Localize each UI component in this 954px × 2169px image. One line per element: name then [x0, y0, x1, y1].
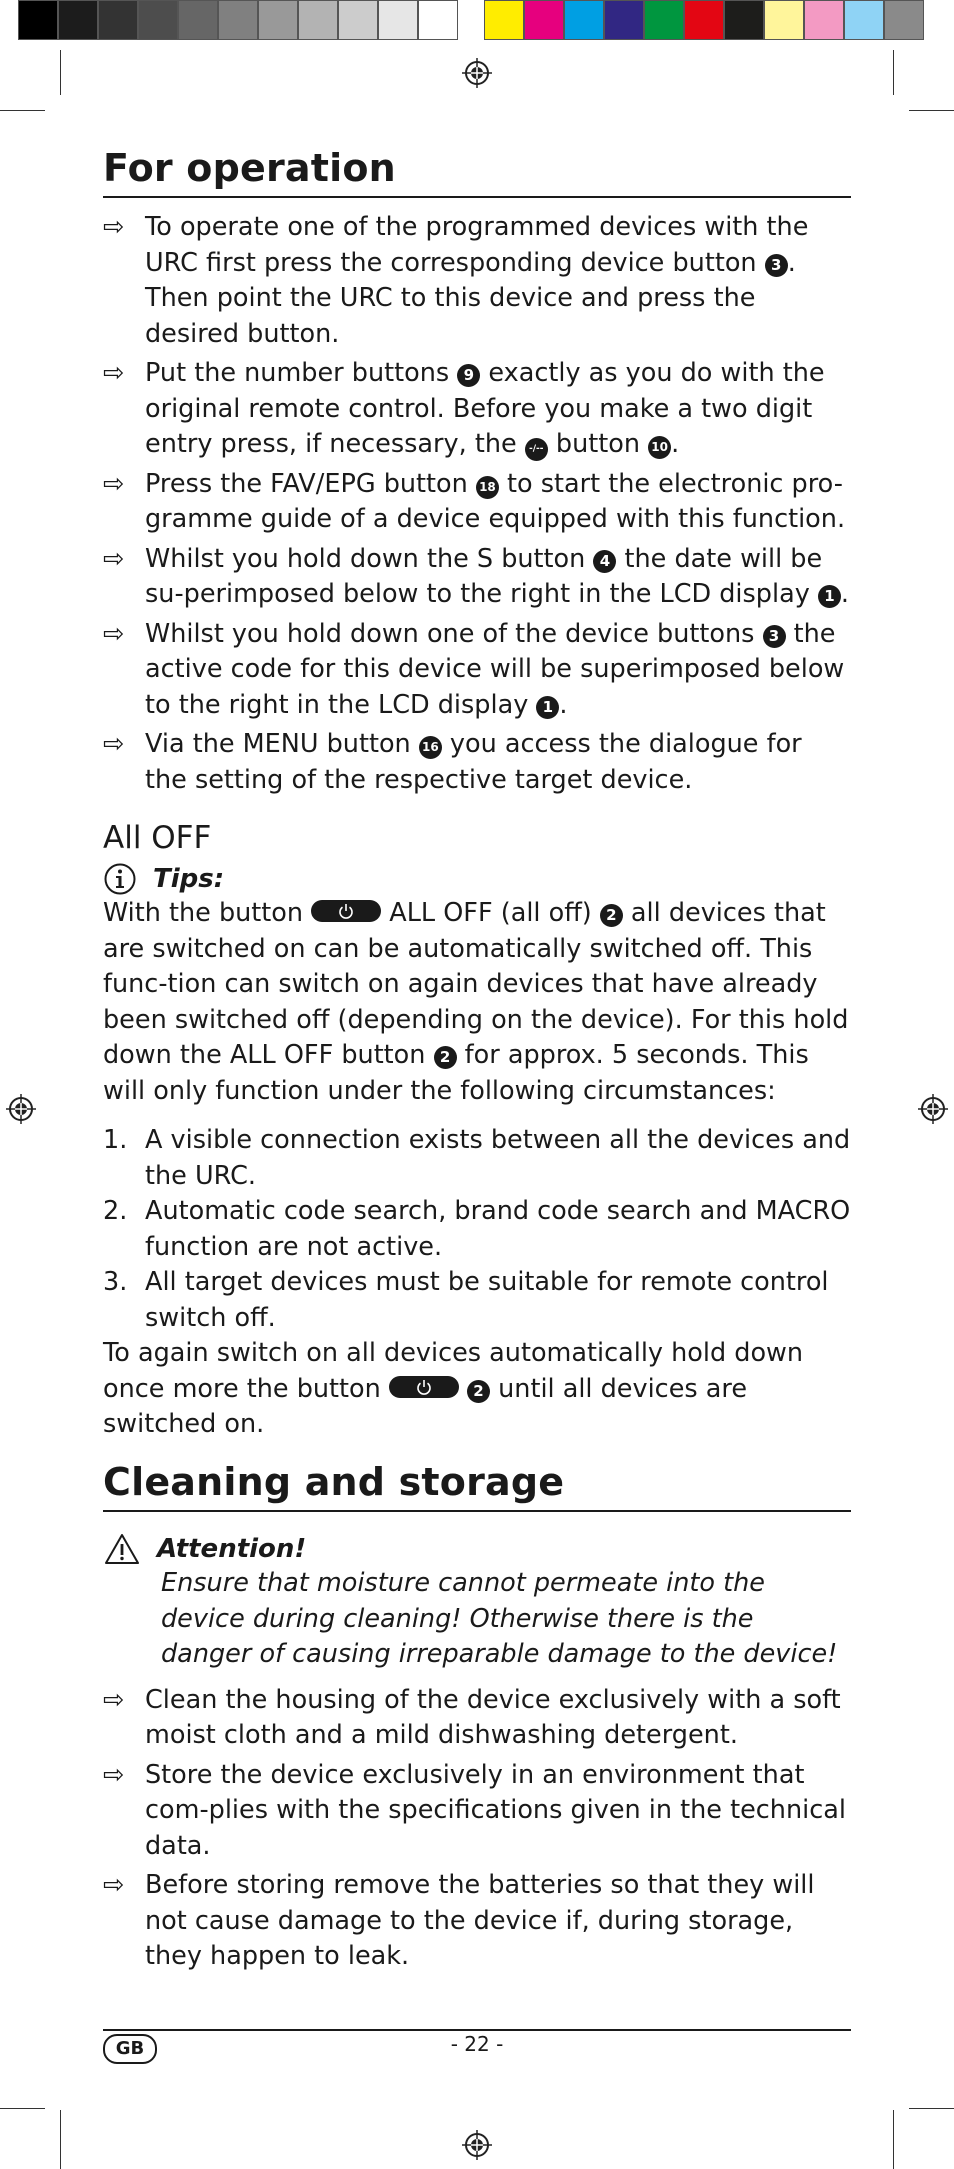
- color-swatch: [218, 0, 258, 40]
- page-number: - 22 -: [450, 2032, 504, 2056]
- button-number-badge: 9: [457, 364, 480, 387]
- trim-mark: [60, 50, 61, 95]
- info-icon: [103, 862, 137, 896]
- section-cleaning-storage: [103, 1460, 851, 1979]
- country-badge: GB: [103, 2034, 157, 2064]
- registration-mark-icon: [916, 1092, 950, 1126]
- power-button-icon: [389, 1376, 459, 1398]
- trim-mark: [0, 110, 45, 111]
- arrow-right-icon: ⇨: [103, 1759, 125, 1790]
- color-calibration-strip-right: [484, 0, 924, 44]
- registration-mark-icon: [460, 2128, 494, 2162]
- button-number-badge: 1: [818, 585, 841, 608]
- conditions-list: [103, 1123, 851, 1336]
- list-item: ⇨ Before storing remove the batteries so that they will not cause damage to the device if, during storage, they happen to leak.: [103, 1870, 815, 1971]
- color-swatch: [884, 0, 924, 40]
- operation-list: [103, 210, 851, 798]
- color-swatch: [604, 0, 644, 40]
- trim-mark: [893, 2110, 894, 2169]
- arrow-right-icon: ⇨: [103, 729, 125, 759]
- list-item: 3. All target devices must be suitable for remote control switch off.: [103, 1267, 829, 1333]
- list-item: ⇨ Via the MENU button 16 you access the dialogue for the setting of the respective target device.: [103, 729, 802, 795]
- color-swatch: [58, 0, 98, 40]
- attention-label: Attention!: [157, 1534, 307, 1564]
- digit-toggle-icon: -/--: [525, 438, 548, 461]
- color-swatch: [338, 0, 378, 40]
- button-number-badge: 18: [476, 476, 499, 499]
- section-heading: Cleaning and storage: [103, 1460, 851, 1512]
- color-swatch: [258, 0, 298, 40]
- arrow-right-icon: ⇨: [103, 1684, 125, 1715]
- color-swatch: [178, 0, 218, 40]
- color-swatch: [18, 0, 58, 40]
- color-swatch: [378, 0, 418, 40]
- section-for-operation: [103, 146, 851, 1443]
- alloff-paragraph-2: To again switch on all devices automatically hold down once more the button 2 until all devices are switched on.: [103, 1338, 804, 1439]
- trim-mark: [0, 2108, 45, 2109]
- button-number-badge: 2: [600, 904, 623, 927]
- list-item: ⇨ Press the FAV/EPG button 18 to start the electronic pro-gramme guide of a device equipped with this function.: [103, 468, 846, 534]
- button-number-badge: 3: [763, 625, 786, 648]
- tips-header: [103, 862, 851, 896]
- button-number-badge: 10: [648, 436, 671, 459]
- registration-mark-icon: [4, 1092, 38, 1126]
- arrow-right-icon: ⇨: [103, 1870, 125, 1900]
- color-swatch: [484, 0, 524, 40]
- list-item: ⇨ Clean the housing of the device exclusively with a soft moist cloth and a mild dishwashing detergent.: [103, 1684, 841, 1750]
- arrow-right-icon: ⇨: [103, 212, 125, 242]
- color-swatch: [564, 0, 604, 40]
- color-swatch: [804, 0, 844, 40]
- color-swatch: [298, 0, 338, 40]
- button-number-badge: 2: [467, 1380, 490, 1403]
- trim-mark: [909, 110, 954, 111]
- color-calibration-strip-left: [18, 0, 458, 44]
- trim-mark: [893, 50, 894, 95]
- list-item: ⇨ Put the number buttons 9 exactly as you do with the original remote control. Before you make a two digit entry press, if necessary, the -/-- button 10 .: [103, 358, 825, 459]
- color-swatch: [524, 0, 564, 40]
- button-number-badge: 1: [536, 696, 559, 719]
- color-swatch: [764, 0, 804, 40]
- arrow-right-icon: ⇨: [103, 543, 125, 574]
- list-item: ⇨ Whilst you hold down one of the device buttons 3 the active code for this device will be superimposed below to the right in the LCD display 1 .: [103, 618, 845, 720]
- color-swatch: [724, 0, 764, 40]
- cleaning-list: [103, 1683, 851, 1975]
- button-number-badge: 2: [434, 1046, 457, 1069]
- button-number-badge: 4: [593, 550, 616, 573]
- button-number-badge: 3: [765, 254, 788, 277]
- list-item: ⇨ Store the device exclusively in an environment that com-plies with the specifications given in the technical data.: [103, 1759, 846, 1861]
- trim-mark: [60, 2110, 61, 2169]
- attention-header: [103, 1532, 851, 1566]
- color-swatch: [138, 0, 178, 40]
- list-item: 1. A visible connection exists between all the devices and the URC.: [103, 1125, 851, 1191]
- color-swatch: [684, 0, 724, 40]
- arrow-right-icon: ⇨: [103, 468, 125, 499]
- section-heading: For operation: [103, 146, 851, 198]
- attention-text: Ensure that moisture cannot permeate into the device during cleaning! Otherwise there is the danger of causing irreparable damage to the device!: [161, 1568, 838, 1669]
- subsection-heading: All OFF: [103, 820, 212, 856]
- button-number-badge: 16: [419, 736, 442, 759]
- footer-rule: [103, 2029, 851, 2031]
- tips-label: Tips:: [153, 864, 225, 894]
- color-swatch: [644, 0, 684, 40]
- arrow-right-icon: ⇨: [103, 618, 125, 649]
- trim-mark: [909, 2108, 954, 2109]
- color-swatch: [844, 0, 884, 40]
- list-item: ⇨ To operate one of the programmed devices with the URC first press the corresponding device button 3 . Then point the URC to this device and press the desired button.: [103, 212, 809, 349]
- color-swatch: [418, 0, 458, 40]
- list-item: ⇨ Whilst you hold down the S button 4 the date will be su-perimposed below to the right in the LCD display 1 .: [103, 543, 850, 609]
- list-item: 2. Automatic code search, brand code search and MACRO function are not active.: [103, 1196, 851, 1262]
- color-swatch: [98, 0, 138, 40]
- registration-mark-icon: [460, 56, 494, 90]
- arrow-right-icon: ⇨: [103, 358, 125, 388]
- power-button-icon: [311, 900, 381, 922]
- warning-icon: [103, 1532, 141, 1566]
- alloff-paragraph: With the button ALL OFF (all off) 2 all devices that are switched on can be automatically switched off. This func-tion can switch on again devices that have already been switched off (depending on the device). For this hold down the ALL OFF button 2 for approx. 5 seconds. This will only function under the following circumstances:: [103, 898, 849, 1106]
